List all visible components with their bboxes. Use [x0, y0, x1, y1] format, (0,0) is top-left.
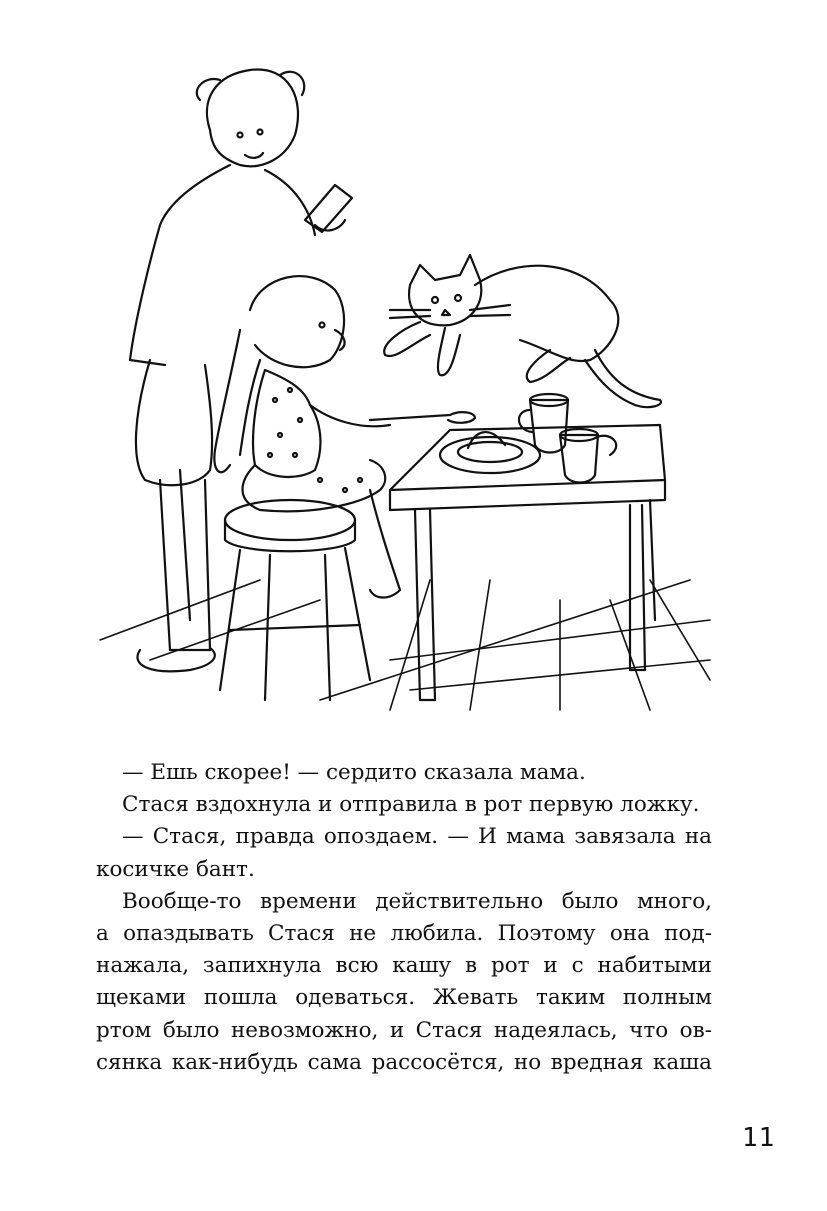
- illustration: [90, 60, 730, 720]
- spoon: [370, 412, 475, 423]
- stool: [220, 500, 370, 700]
- text-line: сянка как-нибудь сама рассосётся, но вредная каша: [96, 1049, 712, 1075]
- text-line: Стася вздохнула и отправила в рот первую ложку.: [122, 792, 700, 818]
- paragraph: [96, 886, 712, 1079]
- cups: [519, 394, 616, 483]
- floor-lines: [100, 580, 710, 710]
- body-text: [96, 757, 712, 1079]
- paragraph: [96, 789, 712, 821]
- paragraph: [96, 821, 712, 885]
- cat: [384, 255, 661, 407]
- text-line: косичке бант.: [96, 856, 255, 882]
- text-line: Вообще-то времени действительно было много,: [122, 888, 712, 914]
- page-number: 11: [742, 1123, 776, 1153]
- text-line: нажала, запихнула всю кашу в рот и с набитыми: [96, 953, 712, 979]
- text-line: — Стася, правда опоздаем. — И мама завязала на: [122, 824, 712, 850]
- text-line: — Ешь скорее! — сердито сказала мама.: [122, 760, 586, 785]
- text-line: щеками пошла одеваться. Жевать таким полным: [96, 985, 712, 1011]
- text-line: а опаздывать Стася не любила. Поэтому она под-: [96, 921, 712, 947]
- paragraph: [96, 757, 712, 789]
- mother: [130, 70, 352, 672]
- plate: [440, 432, 540, 473]
- girl: [214, 276, 400, 597]
- text-line: ртом было невозможно, и Стася надеялась, что ов-: [96, 1017, 712, 1043]
